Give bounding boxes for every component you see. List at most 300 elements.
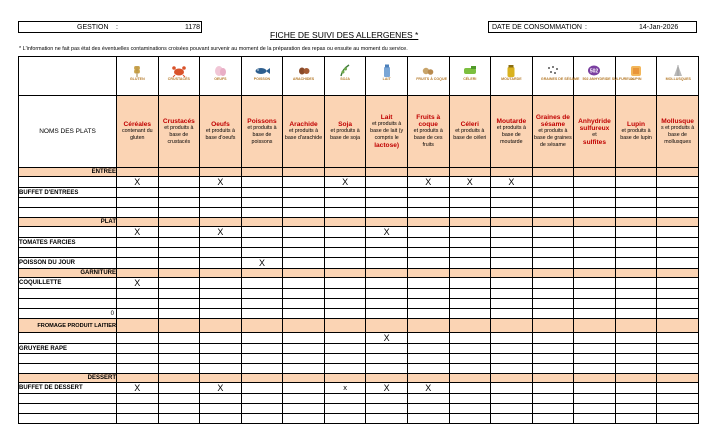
allergen-mark-cell[interactable] [657, 299, 699, 309]
allergen-mark-cell[interactable] [449, 333, 491, 344]
allergen-mark-cell[interactable] [532, 258, 574, 269]
allergen-mark-cell[interactable] [407, 354, 449, 364]
allergen-mark-cell[interactable] [200, 278, 242, 289]
dish-name[interactable]: COQUILLETTE [19, 278, 117, 289]
allergen-mark-cell[interactable] [158, 354, 200, 364]
allergen-mark-cell[interactable] [200, 364, 242, 374]
allergen-mark-cell[interactable] [283, 299, 325, 309]
allergen-mark-cell[interactable] [532, 364, 574, 374]
allergen-mark-cell[interactable] [117, 258, 159, 269]
dish-name[interactable] [19, 227, 117, 238]
allergen-mark-cell[interactable] [366, 198, 408, 208]
allergen-mark-cell[interactable] [574, 364, 616, 374]
allergen-mark-cell[interactable] [117, 333, 159, 344]
allergen-mark-cell[interactable] [283, 414, 325, 424]
allergen-mark-cell[interactable] [241, 354, 283, 364]
allergen-mark-cell[interactable]: X [324, 177, 366, 188]
allergen-mark-cell[interactable] [283, 248, 325, 258]
allergen-mark-cell[interactable] [574, 177, 616, 188]
allergen-mark-cell[interactable] [366, 278, 408, 289]
allergen-mark-cell[interactable] [657, 177, 699, 188]
allergen-mark-cell[interactable] [615, 258, 657, 269]
allergen-mark-cell[interactable] [324, 289, 366, 299]
dish-name[interactable] [19, 414, 117, 424]
allergen-mark-cell[interactable] [449, 258, 491, 269]
allergen-mark-cell[interactable] [200, 333, 242, 344]
allergen-mark-cell[interactable] [407, 188, 449, 198]
allergen-mark-cell[interactable] [532, 248, 574, 258]
allergen-mark-cell[interactable]: X [366, 333, 408, 344]
allergen-mark-cell[interactable] [532, 414, 574, 424]
allergen-mark-cell[interactable] [366, 309, 408, 319]
allergen-mark-cell[interactable] [574, 344, 616, 354]
allergen-mark-cell[interactable] [407, 404, 449, 414]
allergen-mark-cell[interactable]: X [491, 177, 533, 188]
allergen-mark-cell[interactable] [574, 299, 616, 309]
allergen-mark-cell[interactable]: X [241, 258, 283, 269]
allergen-mark-cell[interactable] [407, 208, 449, 218]
allergen-mark-cell[interactable] [491, 198, 533, 208]
dish-name[interactable] [19, 198, 117, 208]
allergen-mark-cell[interactable] [657, 208, 699, 218]
allergen-mark-cell[interactable] [407, 364, 449, 374]
allergen-mark-cell[interactable] [615, 177, 657, 188]
allergen-mark-cell[interactable] [158, 177, 200, 188]
allergen-mark-cell[interactable] [366, 248, 408, 258]
allergen-mark-cell[interactable] [200, 258, 242, 269]
allergen-mark-cell[interactable] [241, 344, 283, 354]
allergen-mark-cell[interactable] [491, 278, 533, 289]
allergen-mark-cell[interactable] [283, 188, 325, 198]
allergen-mark-cell[interactable] [449, 394, 491, 404]
allergen-mark-cell[interactable] [615, 238, 657, 248]
allergen-mark-cell[interactable] [657, 198, 699, 208]
allergen-mark-cell[interactable] [615, 333, 657, 344]
allergen-mark-cell[interactable] [449, 414, 491, 424]
allergen-mark-cell[interactable] [117, 188, 159, 198]
allergen-mark-cell[interactable] [657, 188, 699, 198]
allergen-mark-cell[interactable] [615, 198, 657, 208]
allergen-mark-cell[interactable] [324, 333, 366, 344]
allergen-mark-cell[interactable] [491, 208, 533, 218]
allergen-mark-cell[interactable] [449, 404, 491, 414]
allergen-mark-cell[interactable]: X [117, 227, 159, 238]
allergen-mark-cell[interactable] [491, 309, 533, 319]
allergen-mark-cell[interactable] [117, 248, 159, 258]
allergen-mark-cell[interactable] [324, 414, 366, 424]
allergen-mark-cell[interactable] [574, 238, 616, 248]
allergen-mark-cell[interactable] [574, 309, 616, 319]
allergen-mark-cell[interactable] [241, 177, 283, 188]
allergen-mark-cell[interactable] [449, 198, 491, 208]
allergen-mark-cell[interactable] [657, 309, 699, 319]
allergen-mark-cell[interactable] [117, 414, 159, 424]
allergen-mark-cell[interactable] [283, 309, 325, 319]
allergen-mark-cell[interactable] [532, 394, 574, 404]
allergen-mark-cell[interactable] [241, 364, 283, 374]
allergen-mark-cell[interactable] [407, 344, 449, 354]
allergen-mark-cell[interactable] [158, 278, 200, 289]
allergen-mark-cell[interactable] [615, 404, 657, 414]
allergen-mark-cell[interactable] [158, 299, 200, 309]
allergen-mark-cell[interactable] [407, 289, 449, 299]
allergen-mark-cell[interactable] [283, 177, 325, 188]
dish-name[interactable] [19, 394, 117, 404]
allergen-mark-cell[interactable] [574, 333, 616, 344]
dish-name[interactable]: POISSON DU JOUR [19, 258, 117, 269]
allergen-mark-cell[interactable] [449, 289, 491, 299]
allergen-mark-cell[interactable] [657, 394, 699, 404]
allergen-mark-cell[interactable] [407, 309, 449, 319]
allergen-mark-cell[interactable] [324, 309, 366, 319]
allergen-mark-cell[interactable] [574, 258, 616, 269]
allergen-mark-cell[interactable] [657, 354, 699, 364]
allergen-mark-cell[interactable] [615, 227, 657, 238]
allergen-mark-cell[interactable] [615, 383, 657, 394]
allergen-mark-cell[interactable] [491, 258, 533, 269]
allergen-mark-cell[interactable] [117, 238, 159, 248]
allergen-mark-cell[interactable] [574, 278, 616, 289]
allergen-mark-cell[interactable] [407, 258, 449, 269]
allergen-mark-cell[interactable] [657, 383, 699, 394]
allergen-mark-cell[interactable] [241, 248, 283, 258]
allergen-mark-cell[interactable] [491, 394, 533, 404]
allergen-mark-cell[interactable] [324, 248, 366, 258]
allergen-mark-cell[interactable] [657, 278, 699, 289]
allergen-mark-cell[interactable] [324, 188, 366, 198]
allergen-mark-cell[interactable] [200, 404, 242, 414]
allergen-mark-cell[interactable] [532, 333, 574, 344]
allergen-mark-cell[interactable] [532, 238, 574, 248]
allergen-mark-cell[interactable] [615, 289, 657, 299]
allergen-mark-cell[interactable] [574, 383, 616, 394]
allergen-mark-cell[interactable] [407, 248, 449, 258]
allergen-mark-cell[interactable] [117, 208, 159, 218]
allergen-mark-cell[interactable] [366, 354, 408, 364]
allergen-mark-cell[interactable] [158, 333, 200, 344]
allergen-mark-cell[interactable]: x [324, 383, 366, 394]
allergen-mark-cell[interactable] [158, 227, 200, 238]
allergen-mark-cell[interactable] [491, 414, 533, 424]
dish-name[interactable]: 0 [19, 309, 117, 319]
allergen-mark-cell[interactable] [407, 227, 449, 238]
allergen-mark-cell[interactable] [283, 208, 325, 218]
allergen-mark-cell[interactable] [117, 344, 159, 354]
allergen-mark-cell[interactable] [574, 208, 616, 218]
allergen-mark-cell[interactable] [532, 299, 574, 309]
allergen-mark-cell[interactable] [407, 414, 449, 424]
allergen-mark-cell[interactable] [158, 238, 200, 248]
allergen-mark-cell[interactable] [532, 344, 574, 354]
allergen-mark-cell[interactable] [283, 404, 325, 414]
allergen-mark-cell[interactable] [615, 278, 657, 289]
allergen-mark-cell[interactable] [241, 333, 283, 344]
allergen-mark-cell[interactable] [407, 333, 449, 344]
allergen-mark-cell[interactable] [449, 238, 491, 248]
allergen-mark-cell[interactable] [574, 394, 616, 404]
allergen-mark-cell[interactable] [324, 198, 366, 208]
allergen-mark-cell[interactable] [283, 198, 325, 208]
allergen-mark-cell[interactable] [657, 333, 699, 344]
dish-name[interactable]: BUFFET DE DESSERT [19, 383, 117, 394]
allergen-mark-cell[interactable] [532, 198, 574, 208]
allergen-mark-cell[interactable] [158, 404, 200, 414]
allergen-mark-cell[interactable] [615, 309, 657, 319]
allergen-mark-cell[interactable] [200, 248, 242, 258]
allergen-mark-cell[interactable] [532, 278, 574, 289]
allergen-mark-cell[interactable] [449, 344, 491, 354]
allergen-mark-cell[interactable] [283, 227, 325, 238]
allergen-mark-cell[interactable] [117, 289, 159, 299]
allergen-mark-cell[interactable] [657, 404, 699, 414]
allergen-mark-cell[interactable] [200, 309, 242, 319]
allergen-mark-cell[interactable]: X [117, 278, 159, 289]
allergen-mark-cell[interactable] [158, 198, 200, 208]
allergen-mark-cell[interactable] [657, 238, 699, 248]
allergen-mark-cell[interactable] [657, 289, 699, 299]
allergen-mark-cell[interactable] [366, 258, 408, 269]
allergen-mark-cell[interactable] [283, 394, 325, 404]
allergen-mark-cell[interactable] [283, 289, 325, 299]
dish-name[interactable] [19, 404, 117, 414]
dish-name[interactable]: BUFFET D'ENTREES [19, 188, 117, 198]
allergen-mark-cell[interactable] [241, 227, 283, 238]
allergen-mark-cell[interactable] [407, 394, 449, 404]
allergen-mark-cell[interactable] [241, 404, 283, 414]
dish-name[interactable]: TOMATES FARCIES [19, 238, 117, 248]
allergen-mark-cell[interactable]: X [117, 177, 159, 188]
allergen-mark-cell[interactable] [615, 208, 657, 218]
allergen-mark-cell[interactable] [200, 198, 242, 208]
allergen-mark-cell[interactable] [532, 383, 574, 394]
allergen-mark-cell[interactable] [366, 394, 408, 404]
allergen-mark-cell[interactable] [241, 198, 283, 208]
dish-name[interactable] [19, 354, 117, 364]
allergen-mark-cell[interactable] [574, 414, 616, 424]
dish-name[interactable] [19, 299, 117, 309]
allergen-mark-cell[interactable] [324, 299, 366, 309]
allergen-mark-cell[interactable] [657, 344, 699, 354]
allergen-mark-cell[interactable] [200, 208, 242, 218]
allergen-mark-cell[interactable] [366, 208, 408, 218]
allergen-mark-cell[interactable] [283, 354, 325, 364]
allergen-mark-cell[interactable] [366, 344, 408, 354]
allergen-mark-cell[interactable] [117, 364, 159, 374]
allergen-mark-cell[interactable] [366, 299, 408, 309]
allergen-mark-cell[interactable] [491, 383, 533, 394]
allergen-mark-cell[interactable] [324, 354, 366, 364]
allergen-mark-cell[interactable] [532, 177, 574, 188]
allergen-mark-cell[interactable] [615, 188, 657, 198]
allergen-mark-cell[interactable] [366, 364, 408, 374]
allergen-mark-cell[interactable]: X [117, 383, 159, 394]
allergen-mark-cell[interactable] [491, 299, 533, 309]
allergen-mark-cell[interactable] [407, 299, 449, 309]
allergen-mark-cell[interactable] [241, 208, 283, 218]
allergen-mark-cell[interactable] [532, 354, 574, 364]
allergen-mark-cell[interactable] [615, 344, 657, 354]
allergen-mark-cell[interactable] [158, 188, 200, 198]
allergen-mark-cell[interactable] [117, 394, 159, 404]
allergen-mark-cell[interactable] [449, 309, 491, 319]
allergen-mark-cell[interactable] [200, 354, 242, 364]
dish-name[interactable] [19, 289, 117, 299]
allergen-mark-cell[interactable] [324, 344, 366, 354]
allergen-mark-cell[interactable] [158, 208, 200, 218]
allergen-mark-cell[interactable]: X [449, 177, 491, 188]
allergen-mark-cell[interactable] [241, 289, 283, 299]
allergen-mark-cell[interactable] [117, 309, 159, 319]
allergen-mark-cell[interactable] [615, 299, 657, 309]
allergen-mark-cell[interactable] [657, 364, 699, 374]
allergen-mark-cell[interactable] [366, 414, 408, 424]
allergen-mark-cell[interactable] [158, 414, 200, 424]
allergen-mark-cell[interactable] [449, 278, 491, 289]
allergen-mark-cell[interactable] [324, 208, 366, 218]
allergen-mark-cell[interactable] [449, 354, 491, 364]
allergen-mark-cell[interactable] [241, 414, 283, 424]
allergen-mark-cell[interactable]: X [200, 177, 242, 188]
allergen-mark-cell[interactable] [657, 248, 699, 258]
allergen-mark-cell[interactable] [491, 344, 533, 354]
allergen-mark-cell[interactable] [241, 383, 283, 394]
dish-name[interactable] [19, 364, 117, 374]
allergen-mark-cell[interactable] [158, 364, 200, 374]
allergen-mark-cell[interactable]: X [200, 227, 242, 238]
allergen-mark-cell[interactable] [324, 258, 366, 269]
allergen-mark-cell[interactable] [491, 364, 533, 374]
allergen-mark-cell[interactable] [449, 364, 491, 374]
allergen-mark-cell[interactable] [158, 289, 200, 299]
allergen-mark-cell[interactable] [158, 258, 200, 269]
allergen-mark-cell[interactable] [491, 248, 533, 258]
allergen-mark-cell[interactable] [532, 309, 574, 319]
allergen-mark-cell[interactable]: X [366, 227, 408, 238]
allergen-mark-cell[interactable] [532, 188, 574, 198]
allergen-mark-cell[interactable] [491, 289, 533, 299]
allergen-mark-cell[interactable] [200, 394, 242, 404]
allergen-mark-cell[interactable] [491, 188, 533, 198]
allergen-mark-cell[interactable] [283, 344, 325, 354]
allergen-mark-cell[interactable] [574, 354, 616, 364]
dish-name[interactable]: GRUYERE RAPE [19, 344, 117, 354]
allergen-mark-cell[interactable] [366, 404, 408, 414]
allergen-mark-cell[interactable] [158, 344, 200, 354]
allergen-mark-cell[interactable] [615, 354, 657, 364]
allergen-mark-cell[interactable] [324, 238, 366, 248]
allergen-mark-cell[interactable] [200, 188, 242, 198]
allergen-mark-cell[interactable] [615, 364, 657, 374]
allergen-mark-cell[interactable] [449, 248, 491, 258]
allergen-mark-cell[interactable] [407, 278, 449, 289]
allergen-mark-cell[interactable] [324, 404, 366, 414]
allergen-mark-cell[interactable] [574, 404, 616, 414]
allergen-mark-cell[interactable] [158, 383, 200, 394]
allergen-mark-cell[interactable] [283, 278, 325, 289]
allergen-mark-cell[interactable] [532, 208, 574, 218]
allergen-mark-cell[interactable] [241, 238, 283, 248]
allergen-mark-cell[interactable]: X [200, 383, 242, 394]
allergen-mark-cell[interactable] [241, 309, 283, 319]
allergen-mark-cell[interactable] [366, 289, 408, 299]
allergen-mark-cell[interactable] [283, 383, 325, 394]
allergen-mark-cell[interactable] [407, 238, 449, 248]
allergen-mark-cell[interactable] [158, 309, 200, 319]
allergen-mark-cell[interactable] [324, 364, 366, 374]
allergen-mark-cell[interactable] [200, 344, 242, 354]
dish-name[interactable] [19, 333, 117, 344]
allergen-mark-cell[interactable] [241, 299, 283, 309]
allergen-mark-cell[interactable]: X [407, 383, 449, 394]
allergen-mark-cell[interactable] [574, 289, 616, 299]
allergen-mark-cell[interactable] [324, 227, 366, 238]
allergen-mark-cell[interactable] [615, 394, 657, 404]
allergen-mark-cell[interactable] [366, 238, 408, 248]
allergen-mark-cell[interactable] [449, 208, 491, 218]
allergen-mark-cell[interactable]: X [407, 177, 449, 188]
allergen-mark-cell[interactable] [532, 227, 574, 238]
allergen-mark-cell[interactable] [532, 404, 574, 414]
allergen-mark-cell[interactable] [491, 227, 533, 238]
allergen-mark-cell[interactable] [117, 198, 159, 208]
allergen-mark-cell[interactable] [366, 177, 408, 188]
allergen-mark-cell[interactable] [200, 238, 242, 248]
allergen-mark-cell[interactable] [615, 414, 657, 424]
allergen-mark-cell[interactable] [574, 198, 616, 208]
allergen-mark-cell[interactable] [283, 238, 325, 248]
allergen-mark-cell[interactable] [449, 188, 491, 198]
allergen-mark-cell[interactable] [574, 248, 616, 258]
allergen-mark-cell[interactable] [200, 299, 242, 309]
allergen-mark-cell[interactable] [491, 354, 533, 364]
allergen-mark-cell[interactable] [283, 258, 325, 269]
allergen-mark-cell[interactable] [449, 227, 491, 238]
allergen-mark-cell[interactable] [324, 394, 366, 404]
allergen-mark-cell[interactable] [615, 248, 657, 258]
allergen-mark-cell[interactable] [574, 188, 616, 198]
allergen-mark-cell[interactable] [283, 364, 325, 374]
allergen-mark-cell[interactable] [158, 394, 200, 404]
allergen-mark-cell[interactable] [491, 404, 533, 414]
allergen-mark-cell[interactable] [117, 299, 159, 309]
allergen-mark-cell[interactable] [491, 333, 533, 344]
dish-name[interactable] [19, 208, 117, 218]
allergen-mark-cell[interactable] [324, 278, 366, 289]
allergen-mark-cell[interactable] [158, 248, 200, 258]
allergen-mark-cell[interactable] [407, 198, 449, 208]
allergen-mark-cell[interactable] [366, 188, 408, 198]
allergen-mark-cell[interactable] [200, 414, 242, 424]
allergen-mark-cell[interactable] [657, 258, 699, 269]
allergen-mark-cell[interactable] [491, 238, 533, 248]
allergen-mark-cell[interactable] [117, 404, 159, 414]
allergen-mark-cell[interactable] [200, 289, 242, 299]
allergen-mark-cell[interactable] [241, 188, 283, 198]
allergen-mark-cell[interactable] [449, 299, 491, 309]
allergen-mark-cell[interactable] [532, 289, 574, 299]
allergen-mark-cell[interactable] [283, 333, 325, 344]
allergen-mark-cell[interactable] [117, 354, 159, 364]
allergen-mark-cell[interactable] [241, 394, 283, 404]
dish-name[interactable] [19, 248, 117, 258]
allergen-mark-cell[interactable] [657, 227, 699, 238]
allergen-mark-cell[interactable] [574, 227, 616, 238]
allergen-mark-cell[interactable] [657, 414, 699, 424]
allergen-mark-cell[interactable]: X [366, 383, 408, 394]
allergen-mark-cell[interactable] [241, 278, 283, 289]
dish-name[interactable] [19, 177, 117, 188]
allergen-mark-cell[interactable] [449, 383, 491, 394]
